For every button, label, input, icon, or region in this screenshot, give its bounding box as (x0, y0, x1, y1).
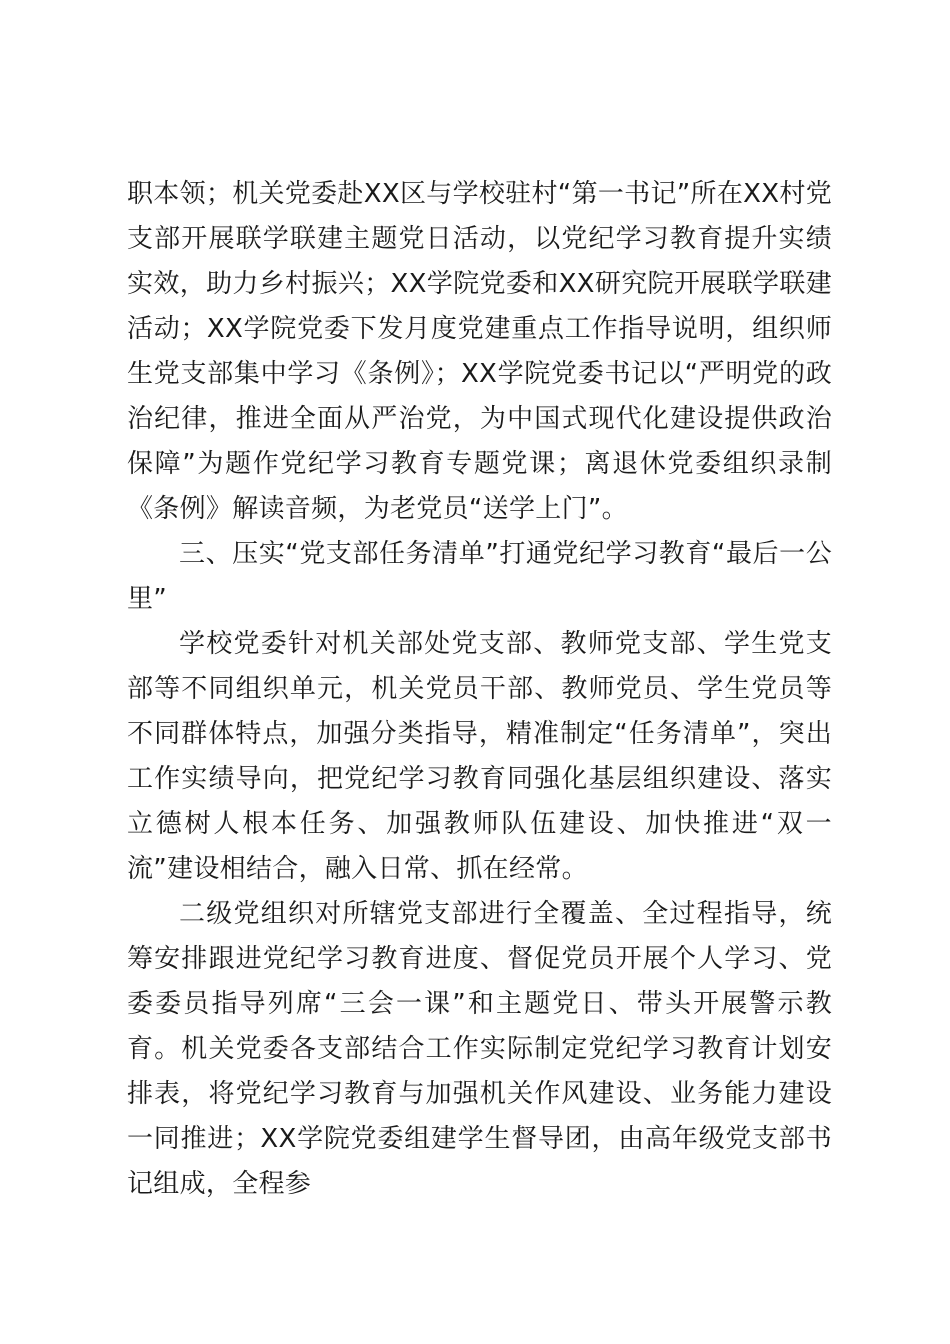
section-heading-three: 三、压实“党支部任务清单”打通党纪学习教育“最后一公里” (127, 539, 832, 614)
document-body (127, 172, 832, 1207)
paragraph-secondary-organizations: 二级党组织对所辖党支部进行全覆盖、全过程指导，统筹安排跟进党纪学习教育进度、督促党员开展个人学习、党委委员指导列席“三会一课”和主题党日、带头开展警示教育。机关党委各支部结合工作实际制定党纪学习教育计划安排表，将党纪学习教育与加强机关作风建设、业务能力建设一同推进；XX学院党委组建学生督导团，由高年级党支部书记组成，全程参 (127, 899, 832, 1199)
paragraph-task-list: 学校党委针对机关部处党支部、教师党支部、学生党支部等不同组织单元，机关党员干部、教师党员、学生党员等不同群体特点，加强分类指导，精准制定“任务清单”，突出工作实绩导向，把党纪学习教育同强化基层组织建设、落实立德树人根本任务、加强教师队伍建设、加快推进“双一流”建设相结合，融入日常、抓在经常。 (127, 629, 832, 884)
paragraph-continued-activities: 职本领；机关党委赴XX区与学校驻村“第一书记”所在XX村党支部开展联学联建主题党日活动，以党纪学习教育提升实绩实效，助力乡村振兴；XX学院党委和XX研究院开展联学联建活动；XX学院党委下发月度党建重点工作指导说明，组织师生党支部集中学习《条例》；XX学院党委书记以“严明党的政治纪律，推进全面从严治党，为中国式现代化建设提供政治保障”为题作党纪学习教育专题党课；离退休党委组织录制《条例》解读音频，为老党员“送学上门”。 (127, 179, 832, 524)
